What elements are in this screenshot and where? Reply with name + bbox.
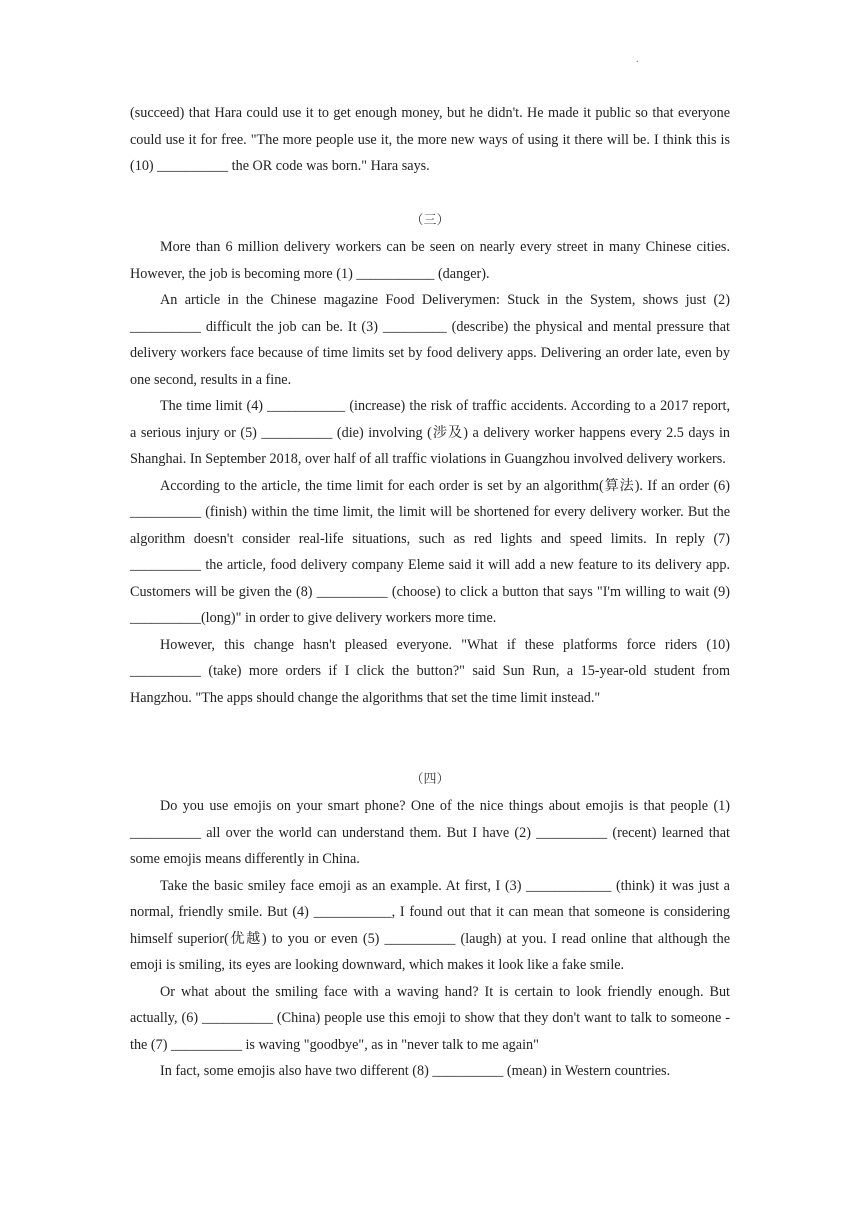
section-2-tail	[130, 100, 730, 180]
paragraph: Take the basic smiley face emoji as an example. At first, I (3) ____________ (think) it was just a normal, friendly smile. But (4) ___________, I found out that it can mean that someone is considering himself superior(优越) to you or even (5) __________ (laugh) at you. I read online that although the emoji is smiling, its eyes are looking downward, which makes it look like a fake smile.	[130, 877, 730, 973]
paragraph: However, this change hasn't pleased everyone. "What if these platforms force riders (10) __________ (take) more orders if I click the button?" said Sun Run, a 15-year-old student from Hangzhou. "The apps should change the algorithms that set the time limit instead."	[130, 636, 730, 706]
paragraph: The time limit (4) ___________ (increase) the risk of traffic accidents. According to a 2017 report, a serious injury or (5) __________ (die) involving (涉及) a delivery worker happens every 2.5 days in Shanghai. In September 2018, over half of all traffic violations in Guangzhou involved delivery workers.	[130, 398, 730, 467]
paragraph: An article in the Chinese magazine Food Deliverymen: Stuck in the System, shows just (2) __________ difficult the job can be. It (3) _________ (describe) the physical and mental pressure that delivery workers face because of time limits set by food delivery apps. Delivering an order late, even by one second, results in a fine.	[130, 292, 730, 388]
section-3-heading: （三）	[410, 212, 450, 227]
section-4-heading: （四）	[410, 771, 450, 786]
header-mark: .	[636, 54, 639, 65]
paragraph: More than 6 million delivery workers can be seen on nearly every street in many Chinese cities. However, the job is becoming more (1) ___________ (danger).	[130, 239, 730, 282]
section-3-body	[130, 234, 730, 711]
paragraph: In fact, some emojis also have two different (8) __________ (mean) in Western countries.	[160, 1063, 671, 1079]
section-4-body	[130, 793, 730, 1085]
paragraph: Or what about the smiling face with a waving hand? It is certain to look friendly enough. But actually, (6) __________ (China) people use this emoji to show that they don't want to talk to someone - the (7) __________ is waving "goodbye", as in "never talk to me again"	[130, 983, 730, 1053]
paragraph: Do you use emojis on your smart phone? One of the nice things about emojis is that people (1) __________ all over the world can understand them. But I have (2) __________ (recent) learned that some emojis means differently in China.	[130, 798, 730, 867]
paragraph: (succeed) that Hara could use it to get enough money, but he didn't. He made it public so that everyone could use it for free. "The more people use it, the more new ways of using it there will be. I think this is (10) __________ the OR code was born." Hara says.	[130, 105, 730, 174]
paragraph: According to the article, the time limit for each order is set by an algorithm(算法). If an order (6) __________ (finish) within the time limit, the limit will be shortened for every delivery worker. But the algorithm doesn't consider real-life situations, such as red lights and speed limits. In reply (7) __________ the article, food delivery company Eleme said it will add a new feature to its delivery app. Customers will be given the (8) __________ (choose) to click a button that says "I'm willing to wait (9) __________(long)" in order to give delivery workers more time.	[130, 477, 730, 626]
